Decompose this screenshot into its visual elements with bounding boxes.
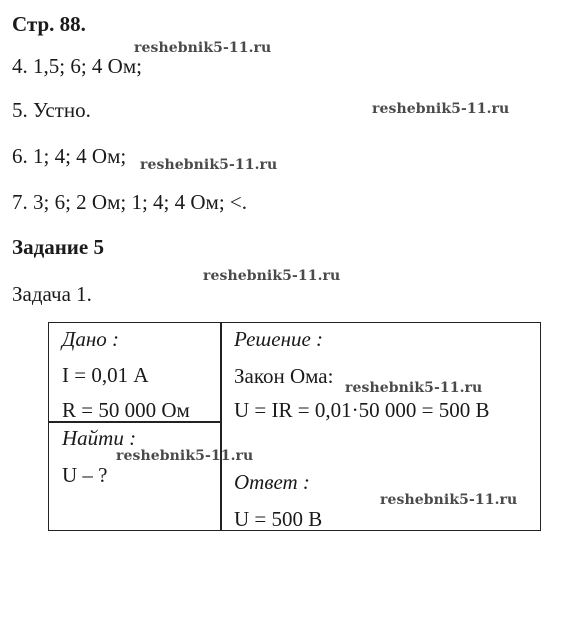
answer-line-5: 5. Устно. <box>12 98 91 122</box>
given-label: Дано : <box>62 327 120 351</box>
answer-line-7: 7. 3; 6; 2 Ом; 1; 4; 4 Ом; <. <box>12 190 248 214</box>
answer-label: Ответ : <box>234 470 310 494</box>
watermark: reshebnik5-11.ru <box>116 448 254 464</box>
watermark: reshebnik5-11.ru <box>203 268 341 284</box>
find-label: Найти : <box>62 426 137 450</box>
watermark: reshebnik5-11.ru <box>372 101 510 117</box>
section-title: Задание 5 <box>12 235 104 259</box>
ohms-law-label: Закон Ома: <box>234 364 334 388</box>
page-title: Стр. 88. <box>12 12 86 36</box>
task-title: Задача 1. <box>12 282 92 306</box>
solution-label: Решение : <box>234 327 324 351</box>
answer-line-6: 6. 1; 4; 4 Ом; <box>12 144 127 168</box>
watermark: reshebnik5-11.ru <box>345 380 483 396</box>
voltage-calculation: U = IR = 0,01·50 000 = 500 В <box>234 398 490 422</box>
watermark: reshebnik5-11.ru <box>380 492 518 508</box>
answer-value: U = 500 В <box>234 507 323 531</box>
given-resistance: R = 50 000 Ом <box>62 398 190 422</box>
given-current: I = 0,01 А <box>62 363 149 387</box>
answer-line-4: 4. 1,5; 6; 4 Ом; <box>12 54 142 78</box>
watermark: reshebnik5-11.ru <box>140 157 278 173</box>
find-voltage: U – ? <box>62 463 108 487</box>
watermark: reshebnik5-11.ru <box>134 40 272 56</box>
table-vertical-divider <box>220 322 222 531</box>
